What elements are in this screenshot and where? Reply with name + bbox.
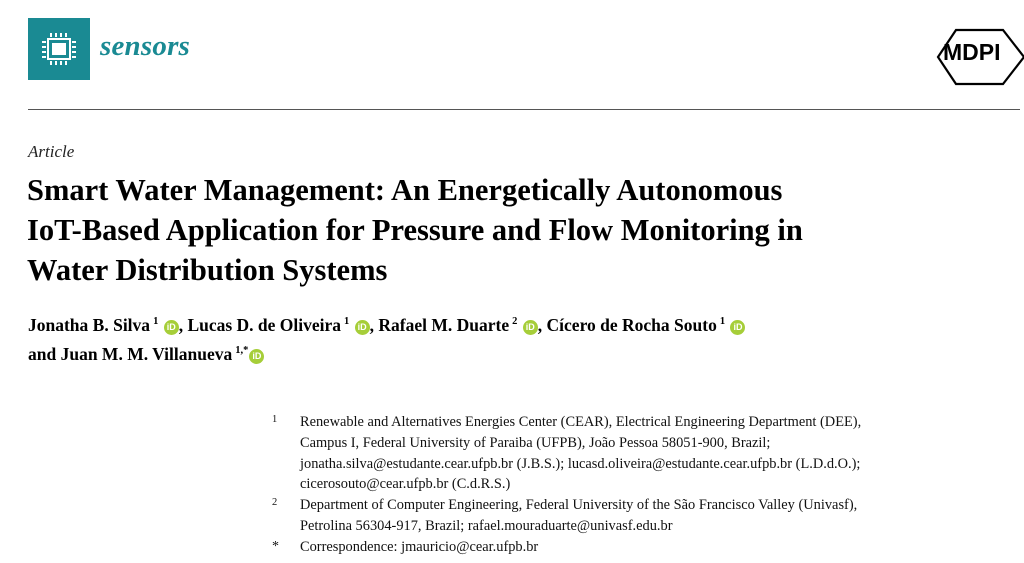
author-separator: , — [369, 315, 379, 335]
title-line: Smart Water Management: An Energetically Autonomous — [27, 173, 783, 207]
correspondence-mark: * — [272, 538, 279, 554]
affiliation-line: jonatha.silva@estudante.cear.ufpb.br (J.B.S.); lucasd.oliveira@estudante.cear.ufpb.br (L.D.d.O.); — [300, 455, 861, 472]
article-type: Article — [28, 142, 75, 161]
author — [28, 315, 179, 335]
journal-name[interactable]: sensors — [100, 30, 191, 62]
affiliations — [272, 412, 1012, 558]
chip-icon — [28, 18, 90, 80]
affiliation-ref[interactable]: 2 — [512, 316, 518, 327]
title-line: IoT-Based Application for Pressure and Flow Monitoring in — [27, 213, 803, 247]
affiliation-line: cicerosouto@cear.ufpb.br (C.d.R.S.) — [300, 476, 511, 493]
author — [547, 315, 746, 335]
author — [378, 315, 537, 335]
affiliation-line: Campus I, Federal University of Paraiba (UFPB), João Pessoa 58051-900, Brazil; — [300, 434, 771, 451]
author — [187, 315, 369, 335]
author-name[interactable]: Lucas D. de Oliveira — [187, 315, 342, 335]
affiliation-line: Department of Computer Engineering, Federal University of the São Francisco Valley (Univasf), — [300, 497, 858, 514]
author-name[interactable]: and Juan M. M. Villanueva — [28, 344, 233, 364]
affiliation-number: 1 — [272, 414, 278, 425]
author-list — [28, 309, 1008, 367]
correspondence — [272, 537, 1012, 558]
author-separator: , — [537, 315, 547, 335]
affiliation-line: Petrolina 56304-917, Brazil; rafael.mouraduarte@univasf.edu.br — [300, 517, 673, 534]
author-name[interactable]: Jonatha B. Silva — [28, 315, 151, 335]
author — [28, 344, 264, 364]
affiliation-ref[interactable]: 1 — [344, 316, 350, 327]
orcid-icon[interactable]: iD — [355, 320, 370, 335]
affiliation-2 — [272, 495, 1012, 537]
affiliation-number: 2 — [272, 497, 278, 509]
correspondence-line[interactable]: Correspondence: jmauricio@cear.ufpb.br — [300, 538, 539, 555]
author-separator: , — [178, 315, 188, 335]
orcid-icon[interactable]: iD — [730, 320, 745, 335]
affiliation-ref[interactable]: 1 — [153, 316, 159, 327]
article-title — [27, 170, 1017, 290]
affiliation-line: Renewable and Alternatives Energies Center (CEAR), Electrical Engineering Department (DEE), — [300, 414, 862, 430]
author-name[interactable]: Rafael M. Duarte — [378, 315, 510, 335]
publisher-logo-text: MDPI — [943, 39, 1001, 65]
affiliation-ref[interactable]: 1,* — [235, 345, 249, 356]
affiliation-1 — [272, 412, 1012, 495]
header-divider — [28, 109, 1020, 110]
affiliation-ref[interactable]: 1 — [719, 316, 726, 327]
orcid-icon[interactable]: iD — [523, 320, 538, 335]
orcid-icon[interactable]: iD — [249, 349, 264, 364]
author-name[interactable]: Cícero de Rocha Souto — [546, 315, 717, 335]
journal-logo[interactable] — [28, 18, 90, 80]
orcid-icon[interactable]: iD — [164, 320, 179, 335]
title-line: Water Distribution Systems — [27, 253, 388, 287]
